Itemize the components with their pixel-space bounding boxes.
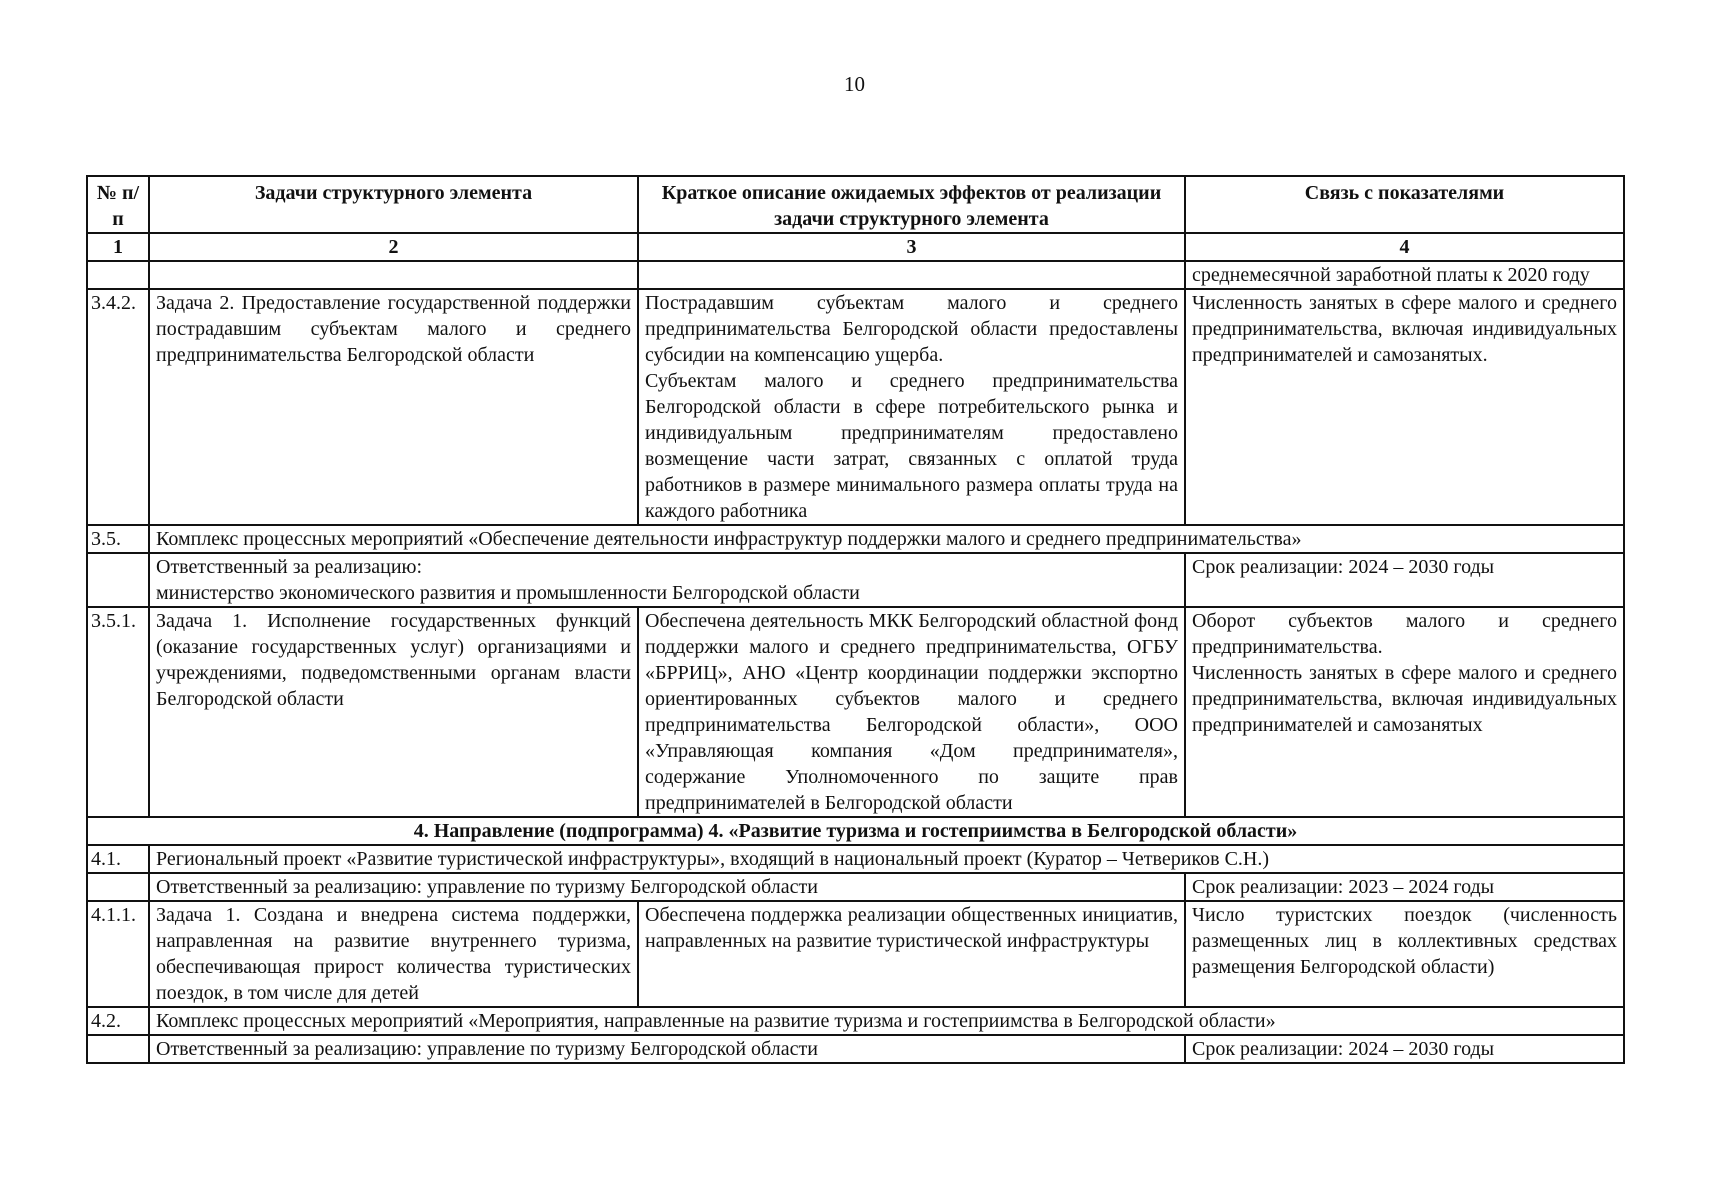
complex-title-cell: Комплекс процессных мероприятий «Обеспечение деятельности инфраструктур поддержки малого и среднего предпринимательства»	[149, 525, 1624, 553]
project-title-cell: Региональный проект «Развитие туристической инфраструктуры», входящий в национальный проект (Куратор – Четвериков С.Н.)	[149, 845, 1624, 873]
structural-elements-table	[86, 175, 1625, 1064]
table-row	[87, 873, 1624, 901]
responsible-cell: Ответственный за реализацию: министерство экономического развития и промышленности Белгородской области	[149, 553, 1185, 607]
responsible-cell: Ответственный за реализацию: управление по туризму Белгородской области	[149, 1035, 1185, 1063]
task-cell: Задача 1. Исполнение государственных функций (оказание государственных услуг) организациями и учреждениями, подведомственными органам власти Белгородской области	[149, 607, 638, 817]
row-number: 4.1.	[87, 845, 149, 873]
header-effects: Краткое описание ожидаемых эффектов от реализации задачи структурного элемента	[638, 176, 1185, 233]
task-cell: Задача 1. Создана и внедрена система поддержки, направленная на развитие внутреннего туризма, обеспечивающая прирост количества туристических поездок, в том числе для детей	[149, 901, 638, 1007]
indicator-cell: Оборот субъектов малого и среднего предпринимательства. Численность занятых в сфере малого и среднего предпринимательства, включая индивидуальных предпринимателей и самозанятых	[1185, 607, 1624, 817]
table-row	[87, 553, 1624, 607]
table-row	[87, 845, 1624, 873]
header-number: № п/п	[87, 176, 149, 233]
table-row	[87, 1035, 1624, 1063]
term-cell: Срок реализации: 2024 – 2030 годы	[1185, 1035, 1624, 1063]
term-cell: Срок реализации: 2024 – 2030 годы	[1185, 553, 1624, 607]
table-row	[87, 901, 1624, 1007]
row-number: 3.5.	[87, 525, 149, 553]
table-row	[87, 1007, 1624, 1035]
row-number: 3.4.2.	[87, 289, 149, 525]
task-cell: Задача 2. Предоставление государственной поддержки пострадавшим субъектам малого и среднего предпринимательства Белгородской области	[149, 289, 638, 525]
header-indicators: Связь с показателями	[1185, 176, 1624, 233]
table-header-row	[87, 176, 1624, 233]
table-row	[87, 261, 1624, 289]
page-number: 10	[844, 72, 865, 96]
indicator-cell: Число туристских поездок (численность размещенных лиц в коллективных средствах размещения Белгородской области)	[1185, 901, 1624, 1007]
indicator-cell: Численность занятых в сфере малого и среднего предпринимательства, включая индивидуальных предпринимателей и самозанятых.	[1185, 289, 1624, 525]
column-number: 4	[1185, 233, 1624, 261]
table-row	[87, 289, 1624, 525]
table-row	[87, 525, 1624, 553]
section-row	[87, 817, 1624, 845]
column-number-row	[87, 233, 1624, 261]
complex-title-cell: Комплекс процессных мероприятий «Мероприятия, направленные на развитие туризма и гостеприимства в Белгородской области»	[149, 1007, 1624, 1035]
row-number: 4.2.	[87, 1007, 149, 1035]
row-number: 3.5.1.	[87, 607, 149, 817]
effect-cell: Обеспечена поддержка реализации общественных инициатив, направленных на развитие туристической инфраструктуры	[638, 901, 1185, 1007]
row-number: 4.1.1.	[87, 901, 149, 1007]
indicator-cell: среднемесячной заработной платы к 2020 году	[1185, 261, 1624, 289]
column-number: 1	[87, 233, 149, 261]
effect-cell: Пострадавшим субъектам малого и среднего предпринимательства Белгородской области предоставлены субсидии на компенсацию ущерба. Субъектам малого и среднего предпринимательства Белгородской области в сфере потребительского рынка и индивидуальным предпринимателям предоставлено возмещение части затрат, связанных с оплатой труда работников в размере минимального размера оплаты труда на каждого работника	[638, 289, 1185, 525]
effect-cell: Обеспечена деятельность МКК Белгородский областной фонд поддержки малого и среднего предпринимательства, ОГБУ «БРРИЦ», АНО «Центр координации поддержки экспортно ориентированных субъектов малого и среднего предпринимательства Белгородской области», ООО «Управляющая компания «Дом предпринимателя», содержание Уполномоченного по защите прав предпринимателей в Белгородской области	[638, 607, 1185, 817]
responsible-cell: Ответственный за реализацию: управление по туризму Белгородской области	[149, 873, 1185, 901]
header-tasks: Задачи структурного элемента	[149, 176, 638, 233]
term-cell: Срок реализации: 2023 – 2024 годы	[1185, 873, 1624, 901]
column-number: 2	[149, 233, 638, 261]
column-number: 3	[638, 233, 1185, 261]
table-row	[87, 607, 1624, 817]
section-title: 4. Направление (подпрограмма) 4. «Развитие туризма и гостеприимства в Белгородской области»	[87, 817, 1624, 845]
